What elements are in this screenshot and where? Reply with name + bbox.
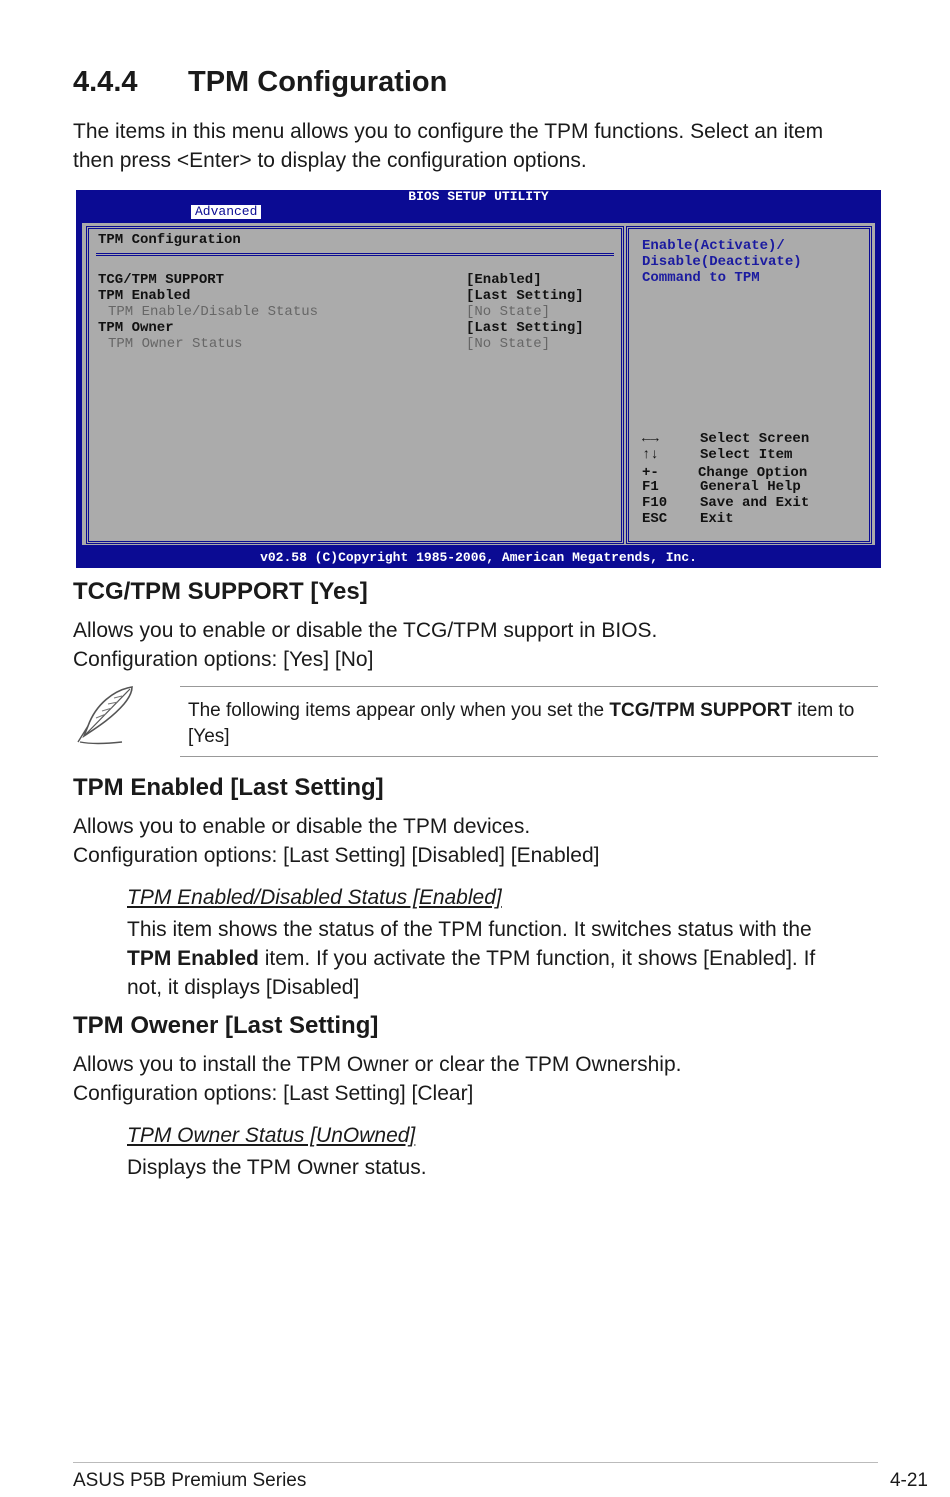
key-f10: F10 (642, 495, 668, 511)
tpm-enabled-desc: Allows you to enable or disable the TPM devices. (73, 815, 531, 838)
feather-pen-icon (74, 684, 138, 748)
tpm-enabled-options: Configuration options: [Last Setting] [Disabled] [Enabled] (73, 844, 600, 867)
bios-body (82, 223, 875, 545)
tpm-status-bold: TPM Enabled (127, 947, 259, 970)
note-bottom-rule (180, 756, 878, 757)
note-suffix: item to (792, 700, 855, 721)
bios-help-line-3: Command to TPM (642, 270, 760, 286)
bios-item-tpm-enabled-label[interactable]: TPM Enabled (98, 288, 191, 304)
footer-page-number: 4-21 (889, 1470, 928, 1491)
key-select-screen: Select Screen (700, 431, 810, 447)
owner-status-desc: Displays the TPM Owner status. (127, 1156, 427, 1179)
footer-rule (73, 1462, 878, 1463)
tcg-heading: TCG/TPM SUPPORT [Yes] (73, 578, 368, 605)
bios-item-owner-status-label: TPM Owner Status (108, 336, 243, 352)
tpm-owner-options: Configuration options: [Last Setting] [Clear] (73, 1082, 474, 1105)
tpm-owner-desc: Allows you to install the TPM Owner or clear the TPM Ownership. (73, 1053, 682, 1076)
key-esc: ESC (642, 511, 668, 527)
bios-separator (96, 253, 614, 256)
key-change-option: Change Option (698, 465, 808, 481)
note-prefix: The following items appear only when you set the (188, 700, 610, 721)
key-f1: F1 (642, 479, 659, 495)
note-line-2: [Yes] (188, 726, 230, 747)
footer-product: ASUS P5B Premium Series (73, 1470, 307, 1491)
intro-line-2: then press <Enter> to display the configuration options. (73, 149, 587, 172)
key-up-down-icon: ↑↓ (642, 447, 659, 463)
bios-tab-advanced[interactable]: Advanced (191, 205, 261, 219)
tcg-desc: Allows you to enable or disable the TCG/TPM support in BIOS. (73, 619, 658, 642)
note-text (188, 697, 854, 724)
section-title: TPM Configuration (188, 66, 448, 98)
key-exit: Exit (700, 511, 734, 527)
key-left-right-icon: ←→ (642, 431, 659, 447)
section-number: 4.4.4 (73, 66, 138, 98)
tpm-status-subheading: TPM Enabled/Disabled Status [Enabled] (127, 886, 502, 909)
bios-item-tcg-label[interactable]: TCG/TPM SUPPORT (98, 272, 225, 288)
tpm-status-line-2 (127, 944, 815, 973)
bios-item-tcg-value[interactable]: [Enabled] (466, 272, 542, 288)
bios-help-line-1: Enable(Activate)/ (642, 238, 785, 254)
tpm-status-rest: item. If you activate the TPM function, it shows [Enabled]. If (258, 947, 816, 970)
note-bold: TCG/TPM SUPPORT (609, 700, 793, 721)
bios-header: BIOS SETUP UTILITY (408, 189, 549, 204)
key-plus-minus: +- (642, 465, 659, 481)
tcg-options: Configuration options: [Yes] [No] (73, 648, 374, 671)
bios-help-line-2: Disable(Deactivate) (642, 254, 802, 270)
bios-item-enable-status-label: TPM Enable/Disable Status (108, 304, 319, 320)
tpm-enabled-heading: TPM Enabled [Last Setting] (73, 774, 384, 801)
key-select-item: Select Item (700, 447, 793, 463)
bios-screen-title: TPM Configuration (98, 232, 241, 248)
bios-item-tpm-owner-value[interactable]: [Last Setting] (466, 320, 584, 336)
tpm-owner-heading: TPM Owener [Last Setting] (73, 1012, 379, 1039)
bios-item-tpm-enabled-value[interactable]: [Last Setting] (466, 288, 584, 304)
key-save-exit: Save and Exit (700, 495, 810, 511)
bios-item-enable-status-value: [No State] (466, 304, 551, 320)
note-top-rule (180, 686, 878, 687)
tpm-status-line-3: not, it displays [Disabled] (127, 976, 360, 999)
bios-screen (76, 190, 881, 568)
bios-copyright: v02.58 (C)Copyright 1985-2006, American Megatrends, Inc. (260, 550, 697, 565)
bios-item-tpm-owner-label[interactable]: TPM Owner (98, 320, 174, 336)
tpm-status-line-1: This item shows the status of the TPM function. It switches status with the (127, 918, 812, 941)
key-general-help: General Help (700, 479, 801, 495)
intro-line-1: The items in this menu allows you to configure the TPM functions. Select an item (73, 120, 824, 143)
owner-status-subheading: TPM Owner Status [UnOwned] (127, 1124, 416, 1147)
bios-item-owner-status-value: [No State] (466, 336, 551, 352)
